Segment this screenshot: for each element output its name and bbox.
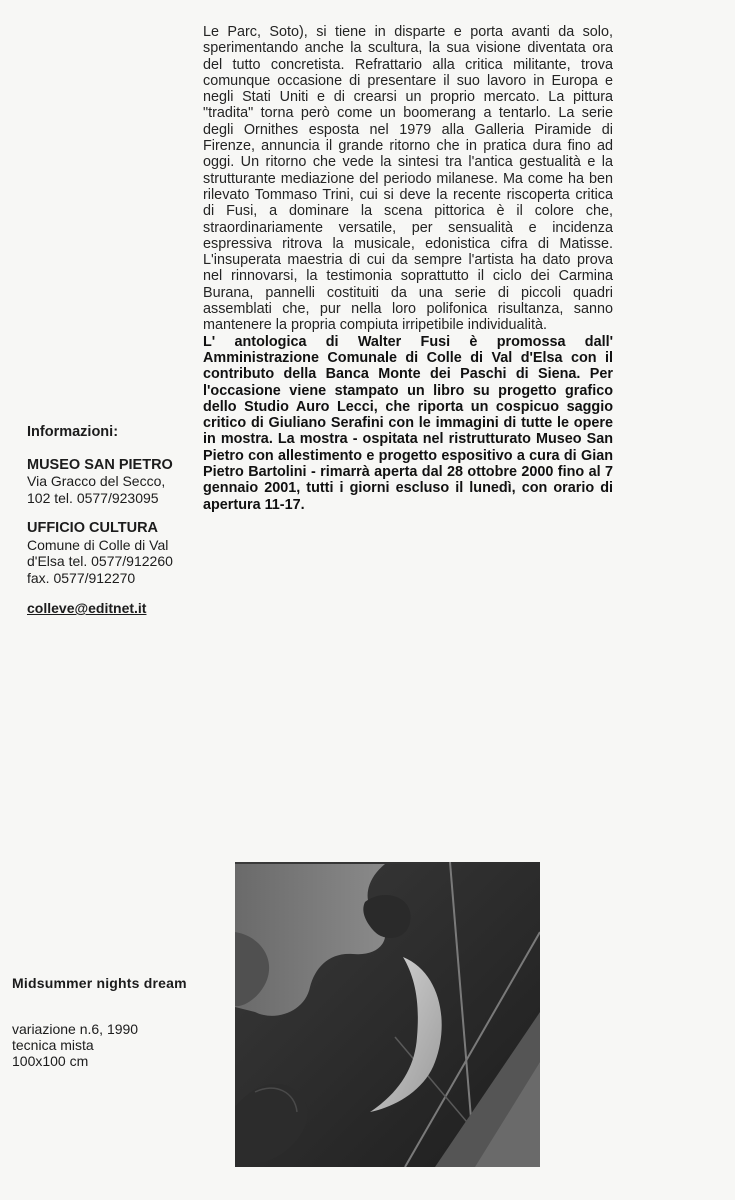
museum-address: Via Gracco del Secco, xyxy=(27,473,166,489)
office-fax: fax. 0577/912270 xyxy=(27,569,136,586)
artwork-technique: tecnica mista xyxy=(12,1037,94,1053)
artwork-variation: variazione n.6, 1990 xyxy=(12,1021,139,1037)
museum-name: MUSEO SAN PIETRO xyxy=(27,456,173,473)
info-sidebar xyxy=(27,424,202,617)
office-contact xyxy=(27,520,202,586)
artwork-caption xyxy=(12,975,212,1069)
office-phone: d'Elsa tel. 0577/912260 xyxy=(27,553,173,569)
exhibition-paragraph: L' antologica di Walter Fusi è promossa dall' Amministrazione Comunale di Colle di Val d'Elsa con il contributo della Banca Monte dei Paschi di Siena. Per l'occasione viene stampato un libro su progetto grafico dello Studio Auro Lecci, che riporta un cospicuo saggio critico di Giuliano Serafini con le immagini di tutte le opere in mostra. La mostra - ospitata nel ristrutturato Museo San Pietro con allestimento e progetto espositivo a cura di Gian Pietro Bartolini - rimarrà aperta dal 28 ottobre 2000 fino al 7 gennaio 2001, tutti i giorni escluso il lunedì, con orario di apertura 11-17. xyxy=(203,333,613,513)
office-name: UFFICIO CULTURA xyxy=(27,520,159,536)
email-link[interactable]: colleve@editnet.it xyxy=(27,600,147,616)
info-heading: Informazioni: xyxy=(27,424,119,440)
body-text xyxy=(203,24,613,513)
office-address: Comune di Colle di Val xyxy=(27,536,169,553)
museum-contact xyxy=(27,457,202,507)
artwork-size: 100x100 cm xyxy=(12,1053,89,1069)
artwork-title: Midsummer nights dream xyxy=(12,975,187,991)
artwork-image xyxy=(235,862,540,1167)
body-paragraph: Le Parc, Soto), si tiene in disparte e porta avanti da solo, sperimentando anche la scultura, la sua visione diventata ora del tutto concretista. Refrattario alla critica militante, trova comunque occasione di presentare il suo lavoro in Europa e negli Stati Uniti e di crearsi un proprio mercato. La pittura "tradita" torna però come un boomerang a tentarlo. La serie degli Ornithes esposta nel 1979 alla Galleria Piramide di Firenze, annuncia il grande ritorno che in pratica dura fino ad oggi. Un ritorno che vede la sintesi tra l'antica gestualità e la strutturante mediazione del periodo milanese. Ma come ha ben rilevato Tommaso Trini, cui si deve la recente riscoperta critica di Fusi, a dominare la scena pittorica è il colore che, straordinariamente versatile, per sensualità e incidenza espressiva ritrova la musicale, edonistica cifra di Matisse. L'insuperata maestria di cui da sempre l'artista ha dato prova nel rinnovarsi, la testimonia soprattutto il ciclo dei Carmina Burana, pannelli costituiti da una serie di piccoli quadri assemblati che, pur nella loro polifonica risultanza, sanno mantenere la propria compiuta irripetibile individualità. xyxy=(203,24,613,334)
museum-phone: 102 tel. 0577/923095 xyxy=(27,489,159,506)
